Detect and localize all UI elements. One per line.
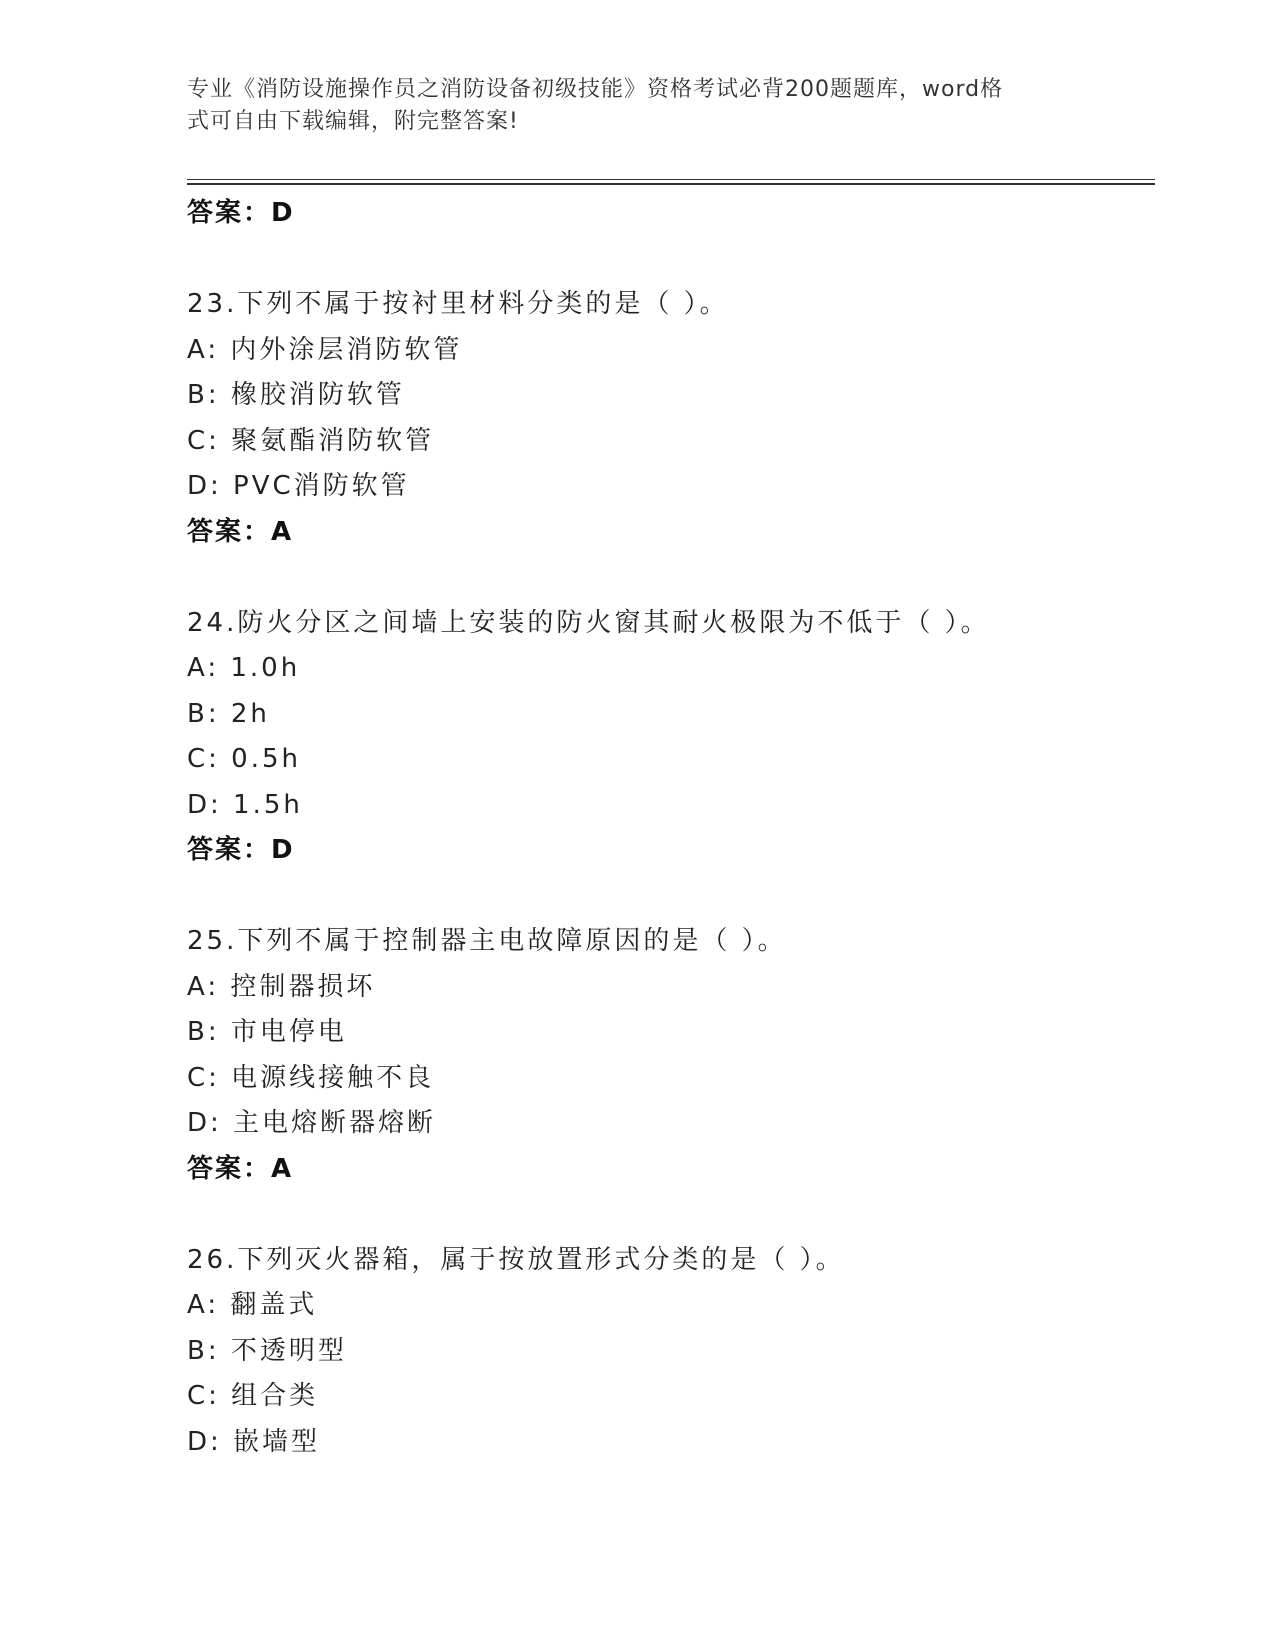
option-b: B: 市电停电 bbox=[187, 1017, 347, 1047]
option-d: D: 主电熔断器熔断 bbox=[187, 1108, 437, 1138]
question-26 bbox=[187, 1238, 1155, 1466]
question-list bbox=[187, 191, 1155, 1465]
question-25 bbox=[187, 919, 1155, 1192]
question-stem: 26.下列灭火器箱，属于按放置形式分类的是（ ）。 bbox=[187, 1244, 845, 1275]
header-line-1: 专业《消防设施操作员之消防设备初级技能》资格考试必背200题题库，word格 bbox=[187, 77, 1004, 102]
option-c: C: 0.5h bbox=[187, 744, 302, 774]
header-line-2: 式可自由下载编辑，附完整答案! bbox=[187, 109, 519, 134]
answer-q22: 答案：D bbox=[187, 198, 295, 228]
option-d: D: 嵌墙型 bbox=[187, 1426, 321, 1457]
question-23 bbox=[187, 282, 1155, 555]
header-divider-thin bbox=[187, 179, 1155, 180]
option-d: D: PVC消防软管 bbox=[187, 471, 410, 501]
option-d: D: 1.5h bbox=[187, 789, 303, 820]
option-a: A: 内外涂层消防软管 bbox=[187, 334, 463, 365]
question-stem: 25.下列不属于控制器主电故障原因的是（ ）。 bbox=[187, 926, 787, 956]
question-stem: 24.防火分区之间墙上安装的防火窗其耐火极限为不低于（ ）。 bbox=[187, 607, 990, 638]
option-a: A: 翻盖式 bbox=[187, 1290, 318, 1320]
question-24 bbox=[187, 601, 1155, 874]
option-c: C: 聚氨酯消防软管 bbox=[187, 425, 435, 456]
header-divider-thick bbox=[187, 183, 1155, 185]
option-c: C: 电源线接触不良 bbox=[187, 1062, 435, 1093]
question-stem: 23.下列不属于按衬里材料分类的是（ ）。 bbox=[187, 289, 729, 319]
answer: 答案：A bbox=[187, 1153, 294, 1184]
option-b: B: 橡胶消防软管 bbox=[187, 380, 405, 410]
answer: 答案：D bbox=[187, 835, 295, 865]
answer: 答案：A bbox=[187, 516, 294, 547]
option-b: B: 不透明型 bbox=[187, 1335, 347, 1366]
document-header bbox=[187, 74, 1067, 138]
option-b: B: 2h bbox=[187, 698, 270, 729]
option-c: C: 组合类 bbox=[187, 1381, 319, 1411]
option-a: A: 1.0h bbox=[187, 653, 301, 683]
option-a: A: 控制器损坏 bbox=[187, 971, 376, 1002]
